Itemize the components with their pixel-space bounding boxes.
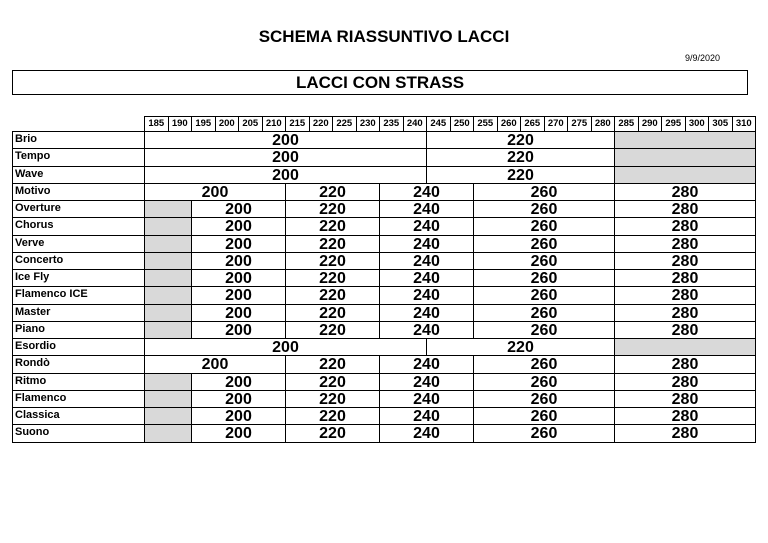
lace-length-cell: 200 [191,424,286,442]
lace-length-cell: 260 [473,390,615,408]
lace-length-cell: 280 [614,183,756,201]
lace-length-cell: 220 [285,252,380,270]
shaded-cell [144,269,192,287]
size-header-cell: 295 [661,116,686,132]
shaded-cell [614,148,756,166]
row-name-cell: Overture [12,200,145,218]
size-header-cell: 210 [262,116,287,132]
size-header-cell: 285 [614,116,639,132]
lace-length-cell: 200 [191,217,286,235]
lace-length-cell: 280 [614,390,756,408]
lace-length-cell: 280 [614,252,756,270]
row-name-cell: Classica [12,407,145,425]
lace-length-cell: 240 [379,183,474,201]
lace-length-cell: 240 [379,321,474,339]
lace-length-cell: 220 [426,131,615,149]
lace-length-cell: 200 [144,131,427,149]
shaded-cell [614,131,756,149]
lace-length-cell: 260 [473,321,615,339]
lace-length-cell: 260 [473,183,615,201]
lace-length-cell: 200 [191,321,286,339]
lace-length-cell: 220 [285,200,380,218]
lace-length-cell: 240 [379,269,474,287]
lace-length-cell: 220 [285,355,380,373]
row-name-cell: Motivo [12,183,145,201]
shaded-cell [144,252,192,270]
size-header-cell: 255 [473,116,498,132]
size-header-cell: 280 [591,116,616,132]
shaded-cell [144,200,192,218]
lace-length-cell: 200 [191,269,286,287]
shaded-cell [144,304,192,322]
lace-length-cell: 240 [379,200,474,218]
row-name-cell: Flamenco [12,390,145,408]
row-name-cell: Verve [12,235,145,253]
lace-length-cell: 280 [614,373,756,391]
lace-length-cell: 240 [379,407,474,425]
shaded-cell [144,217,192,235]
shaded-cell [144,235,192,253]
row-name-cell: Flamenco ICE [12,286,145,304]
lace-length-cell: 220 [285,235,380,253]
shaded-cell [144,407,192,425]
lace-length-cell: 200 [191,252,286,270]
lace-length-cell: 260 [473,269,615,287]
size-header-cell: 195 [191,116,216,132]
size-header-cell: 235 [379,116,404,132]
lace-length-cell: 220 [285,183,380,201]
lace-length-cell: 200 [191,373,286,391]
document-title: SCHEMA RIASSUNTIVO LACCI [258,27,510,46]
lace-length-cell: 240 [379,304,474,322]
lace-length-cell: 260 [473,252,615,270]
shaded-cell [144,373,192,391]
lace-length-cell: 200 [191,304,286,322]
lace-length-cell: 240 [379,373,474,391]
lace-length-cell: 280 [614,286,756,304]
lace-length-cell: 260 [473,304,615,322]
size-header-cell: 265 [520,116,545,132]
size-header-cell: 240 [403,116,428,132]
row-name-cell: Concerto [12,252,145,270]
row-name-cell: Wave [12,166,145,184]
lace-length-cell: 240 [379,390,474,408]
size-header-cell: 200 [215,116,240,132]
lace-length-cell: 240 [379,252,474,270]
shaded-cell [144,424,192,442]
lace-length-cell: 280 [614,217,756,235]
lace-length-cell: 220 [285,269,380,287]
shaded-cell [144,321,192,339]
lace-length-cell: 200 [191,407,286,425]
size-header-cell: 260 [497,116,522,132]
row-name-cell: Tempo [12,148,145,166]
lace-length-cell: 240 [379,217,474,235]
row-name-cell: Esordio [12,338,145,356]
lace-length-cell: 200 [144,166,427,184]
lace-length-cell: 200 [191,390,286,408]
document-date: 9/9/2020 [684,53,720,63]
lace-length-cell: 200 [144,355,286,373]
lace-length-cell: 220 [285,390,380,408]
lace-length-cell: 200 [191,235,286,253]
shaded-cell [144,390,192,408]
size-header-cell: 275 [567,116,592,132]
lace-length-cell: 260 [473,355,615,373]
size-header-cell: 305 [708,116,733,132]
size-header-cell: 290 [638,116,663,132]
lace-length-cell: 220 [285,304,380,322]
lace-length-cell: 220 [285,217,380,235]
lace-length-cell: 240 [379,235,474,253]
row-name-cell: Master [12,304,145,322]
size-header-cell: 270 [544,116,569,132]
shaded-cell [614,166,756,184]
lace-length-cell: 220 [426,166,615,184]
row-name-cell: Ice Fly [12,269,145,287]
lace-length-cell: 280 [614,321,756,339]
size-header-cell: 220 [309,116,334,132]
lace-length-cell: 280 [614,235,756,253]
lace-length-cell: 220 [426,338,615,356]
lace-length-cell: 260 [473,286,615,304]
lace-length-cell: 280 [614,407,756,425]
lace-length-cell: 240 [379,424,474,442]
lace-length-cell: 280 [614,424,756,442]
row-name-cell: Ritmo [12,373,145,391]
row-name-cell: Suono [12,424,145,442]
row-name-cell: Rondò [12,355,145,373]
size-header-cell: 205 [238,116,263,132]
lace-length-cell: 240 [379,355,474,373]
row-name-cell: Piano [12,321,145,339]
lace-length-cell: 280 [614,304,756,322]
lace-length-cell: 260 [473,407,615,425]
lace-length-cell: 220 [285,286,380,304]
size-header-cell: 225 [332,116,357,132]
lace-length-cell: 220 [285,407,380,425]
lace-length-cell: 220 [285,373,380,391]
size-header-cell: 185 [144,116,169,132]
lace-length-cell: 220 [285,321,380,339]
lace-length-cell: 200 [144,183,286,201]
lace-length-cell: 280 [614,355,756,373]
lace-length-cell: 200 [144,338,427,356]
shaded-cell [614,338,756,356]
lace-length-cell: 200 [191,286,286,304]
lace-length-cell: 200 [191,200,286,218]
lace-length-cell: 220 [426,148,615,166]
section-title: LACCI CON STRASS [295,73,465,92]
lace-length-cell: 240 [379,286,474,304]
lace-length-cell: 260 [473,235,615,253]
lace-length-cell: 200 [144,148,427,166]
size-header-cell: 190 [168,116,193,132]
shaded-cell [144,286,192,304]
lace-length-cell: 260 [473,373,615,391]
size-header-cell: 310 [732,116,757,132]
lace-length-cell: 260 [473,217,615,235]
size-header-cell: 215 [285,116,310,132]
row-name-cell: Brio [12,131,145,149]
size-header-cell: 245 [426,116,451,132]
lace-length-cell: 280 [614,200,756,218]
lace-length-cell: 260 [473,424,615,442]
size-header-cell: 230 [356,116,381,132]
size-header-cell: 300 [685,116,710,132]
lace-length-cell: 280 [614,269,756,287]
lace-length-cell: 260 [473,200,615,218]
size-header-cell: 250 [450,116,475,132]
lace-length-cell: 220 [285,424,380,442]
row-name-cell: Chorus [12,217,145,235]
